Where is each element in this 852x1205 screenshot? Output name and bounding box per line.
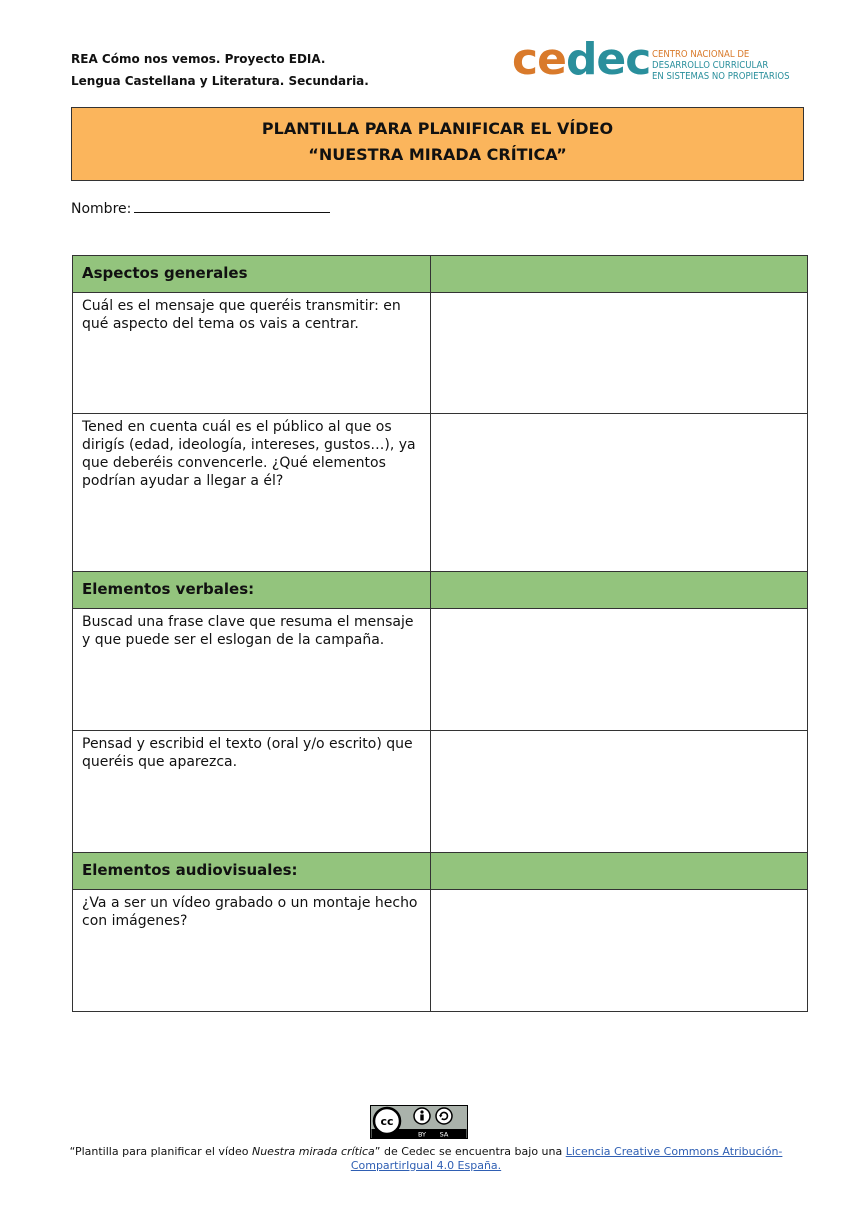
question-label: Cuál es el mensaje que queréis transmitir: en qué aspecto del tema os vais a centrar. (82, 298, 401, 332)
section-heading: Aspectos generales (73, 256, 431, 293)
section-heading-blank (431, 853, 808, 890)
template-title-box (71, 107, 804, 181)
section-heading-blank (431, 256, 808, 293)
question-label: Pensad y escribid el texto (oral y/o escrito) que queréis que aparezca. (82, 736, 413, 770)
question-row (73, 293, 808, 414)
cedec-logo-tagline (652, 49, 790, 82)
question-row (73, 731, 808, 853)
by-label: BY (417, 1130, 427, 1139)
footer-italic-title: Nuestra mirada crítica (251, 1145, 375, 1158)
question-row (73, 609, 808, 731)
question-text (73, 731, 431, 853)
question-text (73, 293, 431, 414)
question-label: Buscad una frase clave que resuma el mensaje y que puede ser el eslogan de la campaña. (82, 614, 414, 648)
document-header (71, 48, 369, 92)
answer-cell[interactable] (431, 890, 808, 1012)
section-row (73, 256, 808, 293)
section-heading: Elementos audiovisuales: (73, 853, 431, 890)
header-line-2: Lengua Castellana y Literatura. Secundaria. (71, 74, 369, 88)
section-row (73, 572, 808, 609)
planning-table (72, 255, 808, 1012)
question-row (73, 414, 808, 572)
section-heading-blank (431, 572, 808, 609)
sa-sharealike-icon (436, 1108, 452, 1124)
cedec-logo-word-part2: dec (565, 34, 651, 85)
section-heading: Elementos verbales: (73, 572, 431, 609)
cedec-tagline-line-3: EN SISTEMAS NO PROPIETARIOS (652, 71, 790, 82)
answer-cell[interactable] (431, 414, 808, 572)
license-link[interactable]: Licencia Creative Commons Atribución-CompartirIgual 4.0 España. (350, 1145, 783, 1172)
template-title-line-2: “NUESTRA MIRADA CRÍTICA” (308, 145, 567, 164)
cc-logo-text: cc (380, 1115, 394, 1128)
section-row (73, 853, 808, 890)
name-label: Nombre: (71, 201, 132, 217)
question-label: Tened en cuenta cuál es el público al que os dirigís (edad, ideología, intereses, gustos…), ya que deberéis convencerle. ¿Qué elementos podrían ayudar a llegar a él? (82, 419, 416, 489)
question-text (73, 609, 431, 731)
footer-prefix: “Plantilla para planificar el vídeo (69, 1145, 252, 1158)
question-text (73, 890, 431, 1012)
name-field[interactable] (71, 200, 330, 217)
footer-middle: ” de Cedec se encuentra bajo una (374, 1145, 566, 1158)
answer-cell[interactable] (431, 609, 808, 731)
header-line-1: REA Cómo nos vemos. Proyecto EDIA. (71, 52, 326, 66)
question-text (73, 414, 431, 572)
name-blank-line[interactable] (134, 200, 330, 213)
cedec-logo-word (512, 34, 650, 86)
cedec-logo-word-part1: ce (512, 34, 566, 85)
cedec-tagline-line-2: DESARROLLO CURRICULAR (652, 60, 769, 71)
question-row (73, 890, 808, 1012)
cedec-tagline-line-1: CENTRO NACIONAL DE (652, 49, 750, 60)
license-footer (40, 1145, 812, 1173)
question-label: ¿Va a ser un vídeo grabado o un montaje hecho con imágenes? (82, 895, 418, 929)
answer-cell[interactable] (431, 293, 808, 414)
answer-cell[interactable] (431, 731, 808, 853)
sa-label: SA (439, 1130, 449, 1139)
template-title-line-1: PLANTILLA PARA PLANIFICAR EL VÍDEO (261, 119, 614, 138)
cc-by-sa-badge[interactable] (370, 1105, 468, 1139)
cedec-logo (512, 34, 812, 86)
